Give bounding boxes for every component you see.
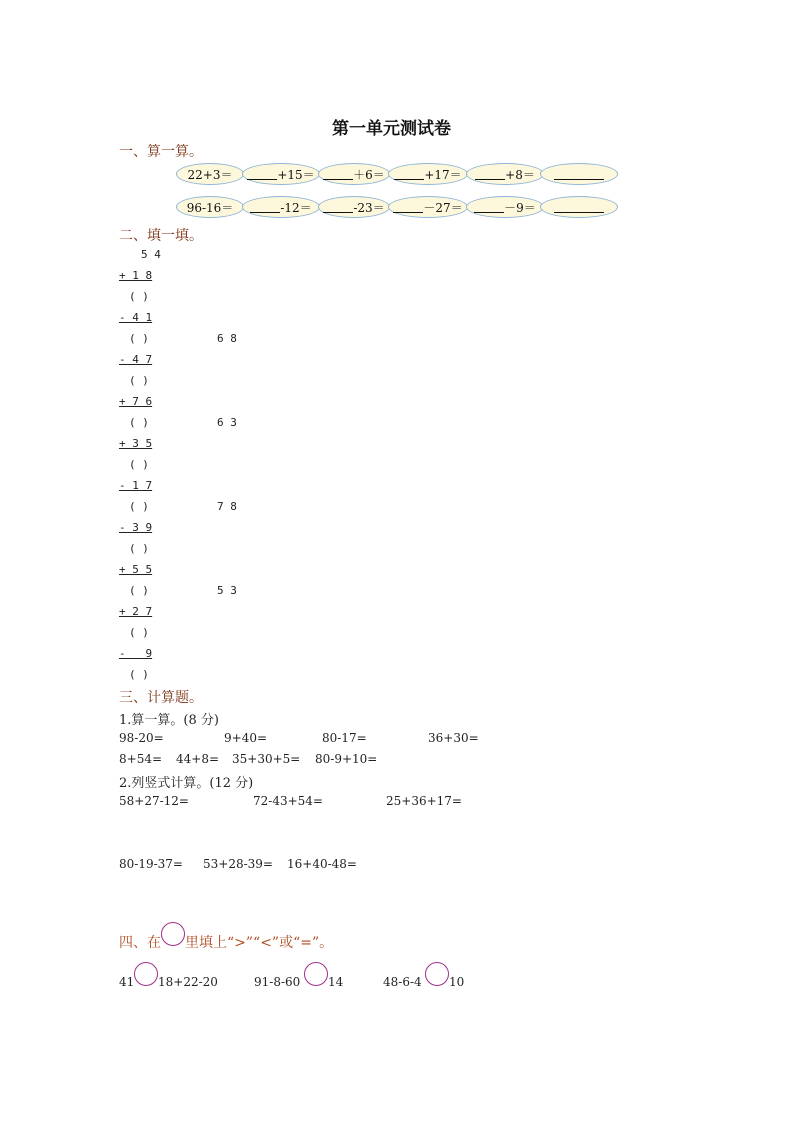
section1-heading: 一、算一算。 [119, 144, 203, 160]
fill-line-13: - 3 9 [119, 521, 153, 534]
oval-row1-1: 22+3＝ [176, 163, 244, 185]
fill-line-3: - 4 1 [119, 311, 153, 324]
oval-row2-4: －27＝ [388, 196, 468, 218]
fill-line-9: + 3 5 [119, 437, 153, 450]
heading-circle-icon [161, 922, 185, 946]
compare-1-left: 41 [119, 975, 135, 989]
calc-1-1: 98-20= [119, 731, 164, 745]
oval-row2-1: 96-16＝ [176, 196, 244, 218]
compare-1-right: 18+22-20 [158, 975, 218, 989]
fill-line-6: ( ) [129, 374, 149, 387]
fill-line-2: ( ) [129, 290, 149, 303]
calc-2-2: 44+8= [176, 752, 220, 766]
side-number-1: 6 8 [217, 332, 237, 345]
vert-1-3: 25+36+17= [386, 794, 462, 808]
compare-2-left: 91-8-60 [254, 975, 301, 989]
section3-sub1: 1.算一算。(8 分) [119, 713, 219, 728]
section4-heading-b: 里填上“>”“<”或“=”。 [185, 935, 334, 951]
fill-line-7: + 7 6 [119, 395, 153, 408]
vert-1-1: 58+27-12= [119, 794, 189, 808]
compare-3-right: 10 [449, 975, 465, 989]
section3-sub2: 2.列竖式计算。(12 分) [119, 776, 254, 791]
compare-circle-3[interactable] [425, 962, 449, 986]
section3-heading: 三、计算题。 [119, 690, 203, 706]
fill-line-19: - 9 [119, 647, 153, 660]
section4-heading-a: 四、在 [119, 935, 161, 951]
fill-line-18: ( ) [129, 626, 149, 639]
page-title: 第一单元测试卷 [332, 119, 451, 139]
vert-2-3: 16+40-48= [287, 857, 357, 871]
fill-line-0: 5 4 [141, 248, 161, 261]
oval-row1-6 [540, 163, 618, 185]
compare-circle-2[interactable] [304, 962, 328, 986]
oval-row1-2: +15＝ [242, 163, 320, 185]
fill-line-14: ( ) [129, 542, 149, 555]
side-number-3: 7 8 [217, 500, 237, 513]
oval-row2-6 [540, 196, 618, 218]
fill-line-8: ( ) [129, 416, 149, 429]
calc-2-4: 80-9+10= [315, 752, 378, 766]
compare-2-right: 14 [328, 975, 344, 989]
calc-1-3: 80-17= [322, 731, 367, 745]
vert-2-1: 80-19-37= [119, 857, 183, 871]
fill-line-17: + 2 7 [119, 605, 153, 618]
oval-row2-3: -23＝ [318, 196, 390, 218]
fill-line-15: + 5 5 [119, 563, 153, 576]
side-number-2: 6 3 [217, 416, 237, 429]
vert-2-2: 53+28-39= [203, 857, 273, 871]
oval-row2-5: －9＝ [466, 196, 544, 218]
compare-3-left: 48-6-4 [383, 975, 422, 989]
vert-1-2: 72-43+54= [253, 794, 323, 808]
calc-1-4: 36+30= [428, 731, 479, 745]
oval-row1-5: +8＝ [466, 163, 544, 185]
fill-line-1: + 1 8 [119, 269, 153, 282]
fill-line-11: - 1 7 [119, 479, 153, 492]
calc-2-3: 35+30+5= [232, 752, 301, 766]
fill-line-20: ( ) [129, 668, 149, 681]
fill-line-5: - 4 7 [119, 353, 153, 366]
calc-2-1: 8+54= [119, 752, 163, 766]
compare-circle-1[interactable] [134, 962, 158, 986]
fill-line-4: ( ) [129, 332, 149, 345]
fill-line-10: ( ) [129, 458, 149, 471]
fill-line-12: ( ) [129, 500, 149, 513]
oval-row1-4: +17＝ [388, 163, 468, 185]
fill-line-16: ( ) [129, 584, 149, 597]
section2-heading: 二、填一填。 [119, 228, 203, 244]
side-number-4: 5 3 [217, 584, 237, 597]
oval-row1-3: ＋6＝ [318, 163, 390, 185]
calc-1-2: 9+40= [224, 731, 268, 745]
oval-row2-2: -12＝ [242, 196, 320, 218]
